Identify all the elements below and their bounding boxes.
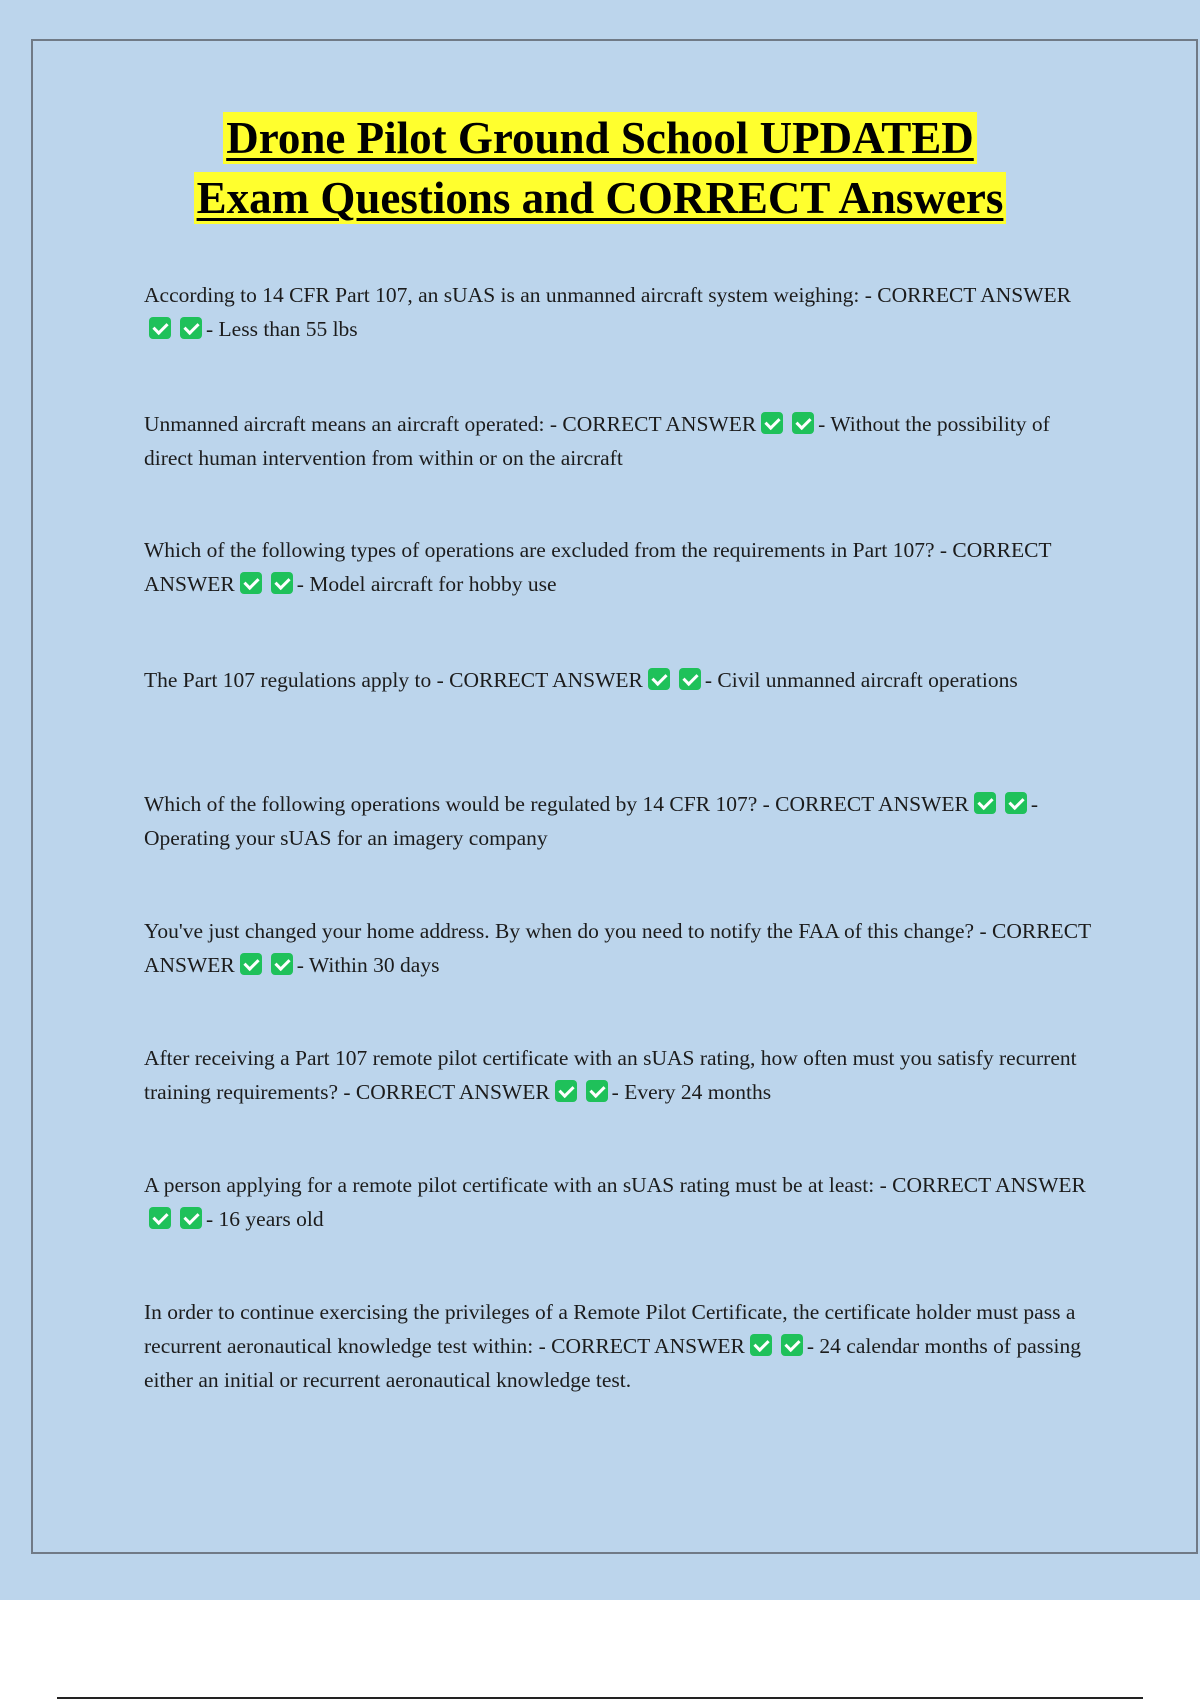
check-icon (750, 1334, 772, 1356)
title-line-1: Drone Pilot Ground School UPDATED (223, 112, 977, 164)
check-icon (974, 792, 996, 814)
check-icon (1005, 792, 1027, 814)
answer-text: - 24 calendar months of passing either an initial or recurrent aeronautical knowledge test. (144, 1334, 1081, 1392)
check-icon (679, 668, 701, 690)
check-icon (271, 572, 293, 594)
qa-item (144, 1041, 1094, 1109)
qa-item (144, 663, 1094, 697)
qa-item (144, 533, 1094, 601)
footer-divider (57, 1697, 1143, 1699)
answer-text: - 16 years old (206, 1207, 324, 1231)
qa-item (144, 278, 1094, 346)
answer-text: - Less than 55 lbs (206, 317, 358, 341)
check-icon (792, 412, 814, 434)
question-text: You've just changed your home address. By when do you need to notify the FAA of this change? - CORRECT ANSWER (144, 919, 1091, 977)
qa-item (144, 1168, 1094, 1236)
check-icon (240, 953, 262, 975)
answer-text: - Every 24 months (611, 1080, 772, 1104)
question-text: Unmanned aircraft means an aircraft operated: - CORRECT ANSWER (144, 412, 757, 436)
check-icon (761, 412, 783, 434)
answer-text: - Operating your sUAS for an imagery company (144, 792, 1039, 850)
answer-text: - Without the possibility of direct human intervention from within or on the aircraft (144, 412, 1050, 470)
check-icon (180, 1207, 202, 1229)
question-text: After receiving a Part 107 remote pilot certificate with an sUAS rating, how often must you satisfy recurrent training requirements? - CORRECT ANSWER (144, 1046, 1077, 1104)
check-icon (149, 317, 171, 339)
question-text: A person applying for a remote pilot certificate with an sUAS rating must be at least: - CORRECT ANSWER (144, 1173, 1086, 1197)
question-text: In order to continue exercising the privileges of a Remote Pilot Certificate, the certificate holder must pass a recurrent aeronautical knowledge test within: - CORRECT ANSWER (144, 1300, 1076, 1358)
document-title (0, 108, 1200, 228)
qa-item (144, 914, 1094, 982)
qa-item (144, 1295, 1094, 1397)
question-text: According to 14 CFR Part 107, an sUAS is an unmanned aircraft system weighing: - CORRECT ANSWER (144, 283, 1072, 307)
question-text: Which of the following types of operations are excluded from the requirements in Part 107? - CORRECT ANSWER (144, 538, 1052, 596)
check-icon (781, 1334, 803, 1356)
check-icon (586, 1080, 608, 1102)
qa-item (144, 787, 1094, 855)
question-text: The Part 107 regulations apply to - CORRECT ANSWER (144, 668, 643, 692)
check-icon (240, 572, 262, 594)
check-icon (180, 317, 202, 339)
check-icon (648, 668, 670, 690)
check-icon (555, 1080, 577, 1102)
check-icon (271, 953, 293, 975)
title-line-2: Exam Questions and CORRECT Answers (194, 172, 1007, 224)
answer-text: - Model aircraft for hobby use (296, 572, 557, 596)
qa-item (144, 407, 1094, 475)
check-icon (149, 1207, 171, 1229)
question-text: Which of the following operations would be regulated by 14 CFR 107? - CORRECT ANSWER (144, 792, 969, 816)
answer-text: - Civil unmanned aircraft operations (704, 668, 1018, 692)
answer-text: - Within 30 days (296, 953, 440, 977)
